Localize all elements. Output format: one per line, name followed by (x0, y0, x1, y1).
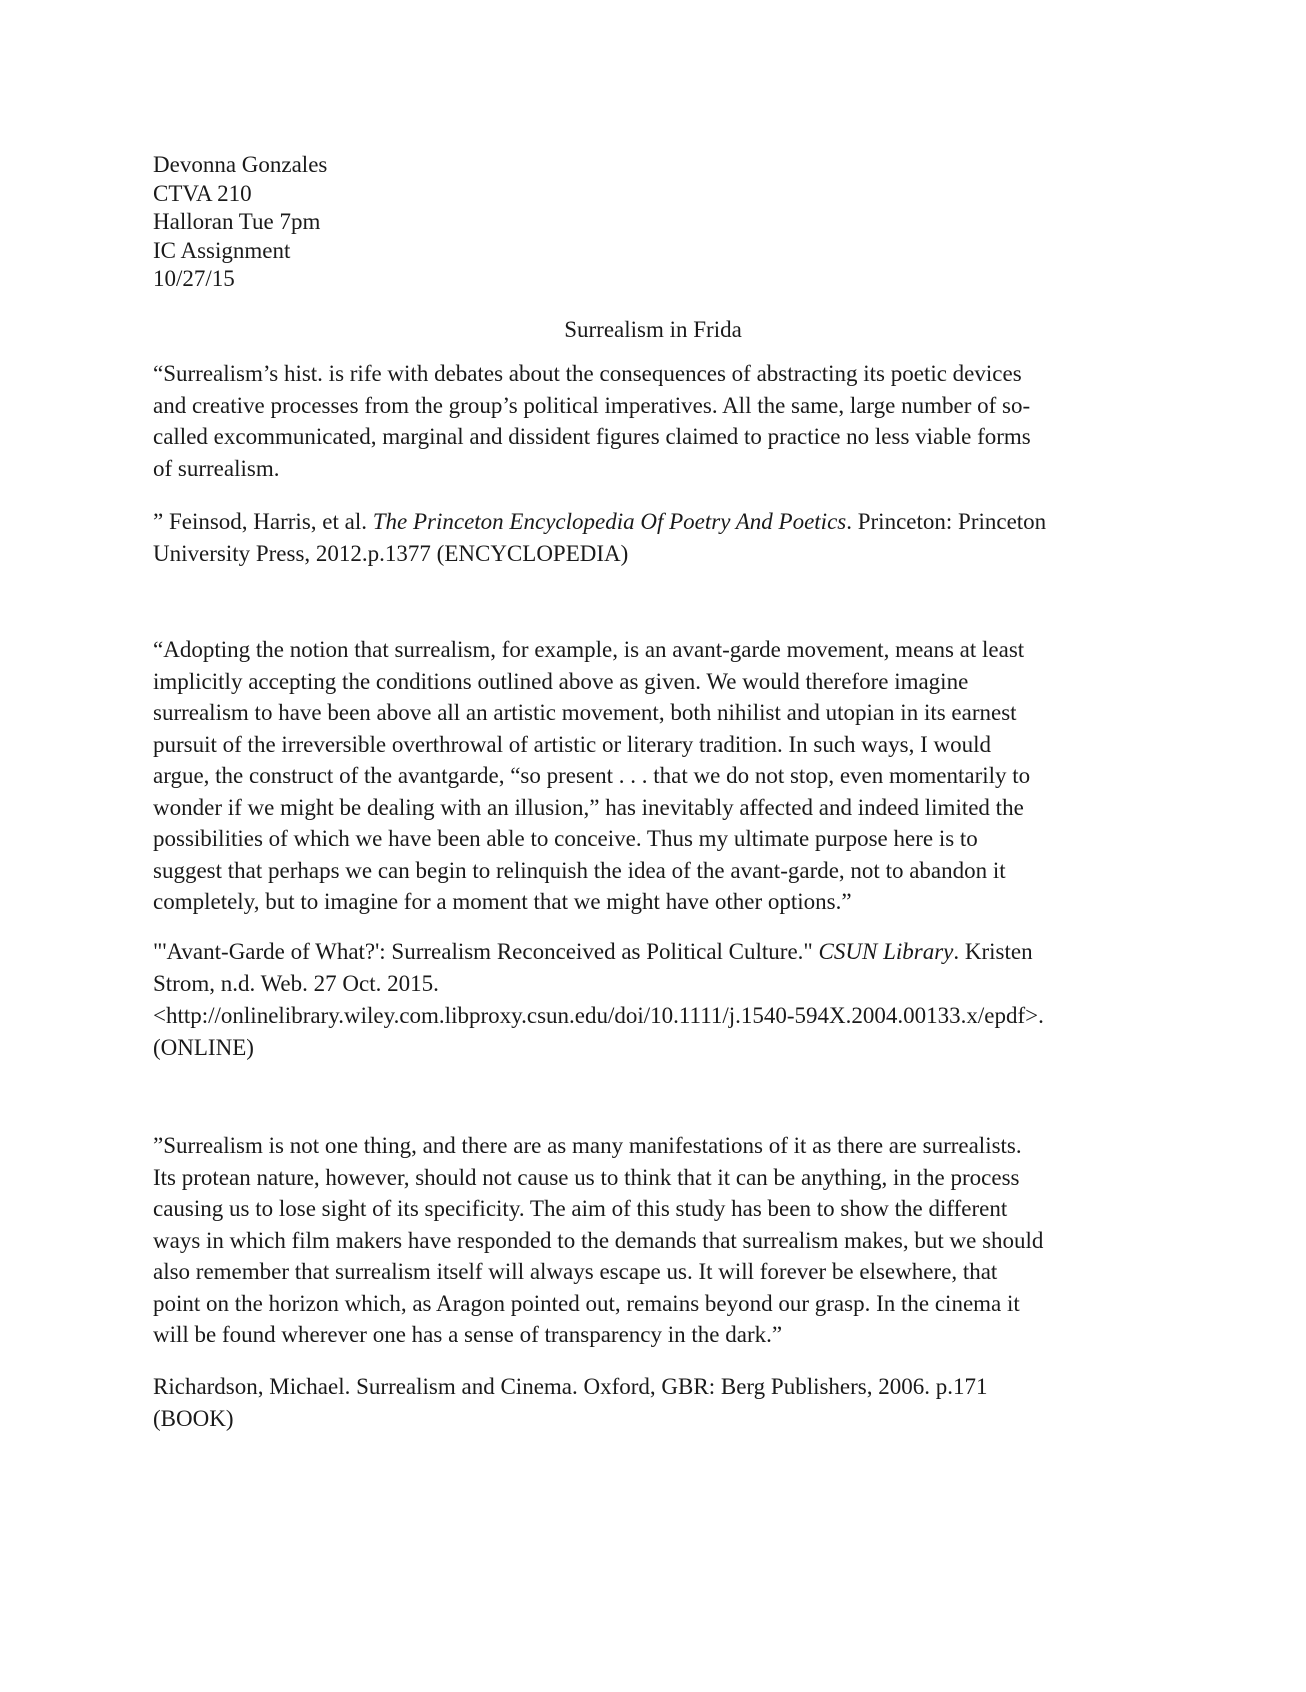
quote-line: “Adopting the notion that surrealism, for example, is an avant-garde movement, means at least (153, 637, 1025, 662)
quote-line: suggest that perhaps we can begin to relinquish the idea of the avant-garde, not to abandon it (153, 857, 1006, 883)
quote-line: of surrealism. (153, 455, 280, 481)
quote-line: will be found wherever one has a sense of transparency in the dark.” (153, 1322, 783, 1347)
citation-text: . Kristen (953, 939, 1033, 964)
document-title: Surrealism in Frida (564, 317, 742, 342)
citation-text: "'Avant-Garde of What?': Surrealism Reconceived as Political Culture." (153, 939, 819, 964)
citation-2 (153, 936, 1153, 1064)
quote-line: argue, the construct of the avantgarde, “so present . . . that we do not stop, even momentarily to (153, 763, 1031, 788)
quote-line: surrealism to have been above all an artistic movement, both nihilist and utopian in its earnest (153, 700, 1017, 725)
course-code: CTVA 210 (153, 180, 252, 206)
citation-title: The Princeton Encyclopedia Of Poetry And Poetics (372, 509, 847, 534)
quote-line: implicitly accepting the conditions outlined above as given. We would therefore imagine (153, 668, 969, 694)
quote-line: “Surrealism’s hist. is rife with debates about the consequences of abstracting its poetic devices (153, 361, 1022, 386)
quote-line: causing us to lose sight of its specificity. The aim of this study has been to show the different (153, 1196, 1008, 1221)
assignment-name: IC Assignment (153, 237, 291, 263)
author-name: Devonna Gonzales (153, 152, 328, 177)
quote-line: and creative processes from the group’s political imperatives. All the same, large number of so- (153, 392, 1031, 418)
quote-line: pursuit of the irreversible overthrowal of artistic or literary tradition. In such ways, I would (153, 731, 991, 757)
quote-line: called excommunicated, marginal and dissident figures claimed to practice no less viable forms (153, 424, 1031, 449)
header-block (153, 151, 753, 294)
quote-2 (153, 634, 1153, 918)
citation-3 (153, 1371, 1153, 1435)
citation-line: (BOOK) (153, 1406, 234, 1431)
quote-line: point on the horizon which, as Aragon pointed out, remains beyond our grasp. In the cinema it (153, 1290, 1020, 1316)
section-info: Halloran Tue 7pm (153, 209, 321, 234)
quote-line: possibilities of which we have been able to conceive. Thus my ultimate purpose here is to (153, 826, 978, 851)
citation-line (153, 936, 1153, 968)
citation-text: ” Feinsod, Harris, et al. (153, 509, 373, 534)
citation-line: University Press, 2012.p.1377 (ENCYCLOPEDIA) (153, 541, 629, 566)
quote-line: wonder if we might be dealing with an illusion,” has inevitably affected and indeed limited the (153, 794, 1024, 820)
quote-3 (153, 1130, 1153, 1351)
document-date: 10/27/15 (153, 266, 235, 291)
citation-title: CSUN Library (818, 939, 954, 964)
quote-line: ways in which film makers have responded to the demands that surrealism makes, but we should (153, 1227, 1044, 1253)
quote-line: completely, but to imagine for a moment that we might have other options.” (153, 889, 852, 914)
citation-url: <http://onlinelibrary.wiley.com.libproxy.csun.edu/doi/10.1111/j.1540-594X.2004.00133.x/epdf>. (153, 1003, 1044, 1028)
citation-text: . Princeton: Princeton (846, 509, 1047, 534)
citation-line (153, 506, 1153, 538)
citation-line: Strom, n.d. Web. 27 Oct. 2015. (153, 971, 439, 996)
quote-1 (153, 358, 1153, 484)
quote-line: also remember that surrealism itself will always escape us. It will forever be elsewhere, that (153, 1259, 998, 1284)
quote-line: Its protean nature, however, should not cause us to think that it can be anything, in the process (153, 1164, 1020, 1190)
citation-line: Richardson, Michael. Surrealism and Cinema. Oxford, GBR: Berg Publishers, 2006. p.171 (153, 1374, 988, 1399)
citation-1 (153, 506, 1153, 570)
citation-line: (ONLINE) (153, 1035, 254, 1060)
quote-line: ”Surrealism is not one thing, and there are as many manifestations of it as there are surrealists. (153, 1133, 1022, 1158)
